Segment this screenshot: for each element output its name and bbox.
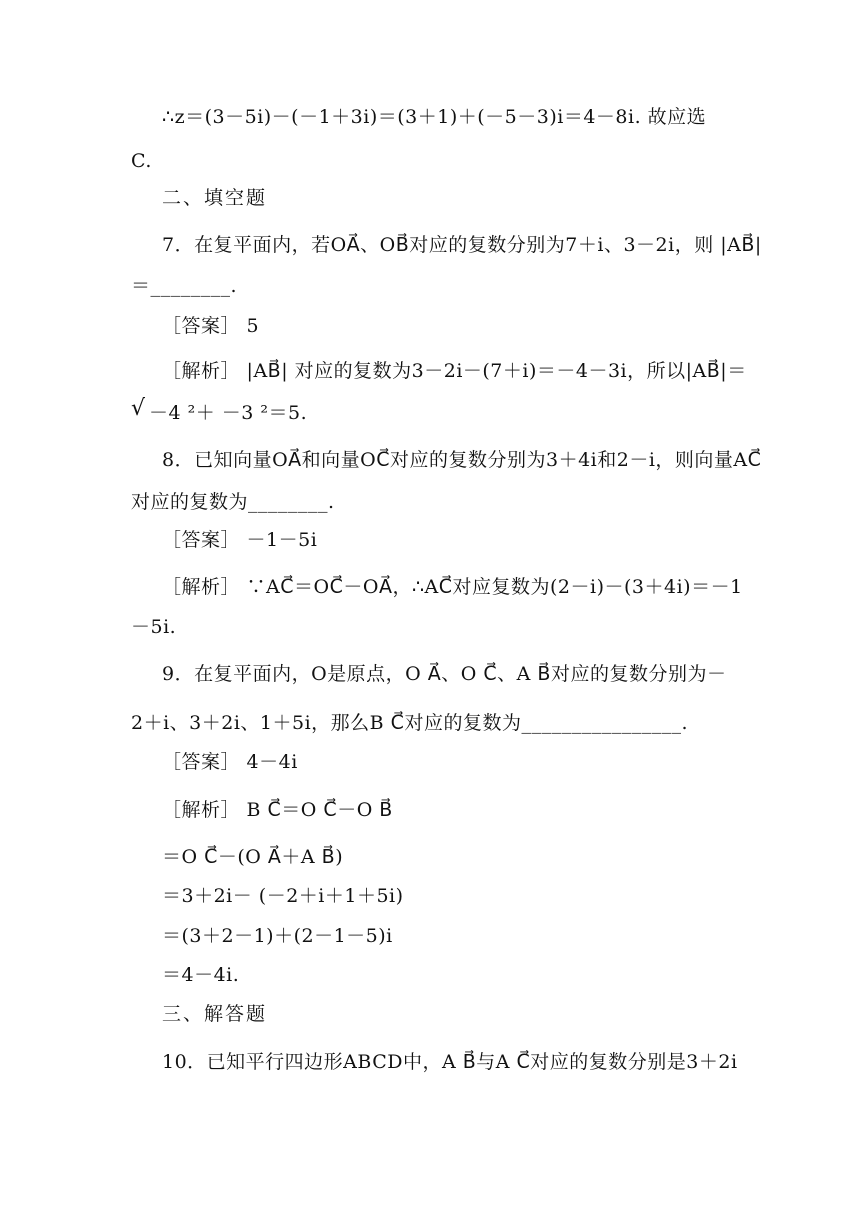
square-root-expression <box>131 396 269 426</box>
radical-sign: √ <box>131 396 146 421</box>
line-answer-choice: C. <box>131 150 152 172</box>
answer-7: ［答案］ 5 <box>162 315 260 337</box>
answer-9: ［答案］ 4－4i <box>162 751 298 773</box>
question-10-line-1: 10．已知平行四边形ABCD中，A B⃗与A C⃗对应的复数分别是3＋2i <box>162 1051 738 1073</box>
answer-8: ［答案］ －1－5i <box>162 529 318 551</box>
solution-9-line-1: ［解析］ B C⃗＝O C⃗－O B⃗ <box>162 799 393 821</box>
line-solution-continuation: ∴z＝(3－5i)－(－1＋3i)＝(3＋1)＋(－5－3)i＝4－8i. 故应选 <box>162 106 707 128</box>
solution-7-line-1: ［解析］ |AB⃗| 对应的复数为3－2i－(7＋i)＝－4－3i，所以|AB⃗|＝ <box>162 360 747 382</box>
question-9-line-2: 2＋i、3＋2i、1＋5i，那么B C⃗对应的复数为________________. <box>131 712 688 734</box>
solution-7-line-2 <box>131 396 308 426</box>
question-7-line-2: ＝________. <box>131 275 238 297</box>
solution-8-line-2: －5i. <box>131 616 177 638</box>
question-8-line-2: 对应的复数为________. <box>131 491 335 513</box>
solution-9-line-2: ＝O C⃗－(O A⃗＋A B⃗) <box>162 846 344 868</box>
question-9-line-1: 9．在复平面内，O是原点，O A⃗、O C⃗、A B⃗对应的复数分别为－ <box>162 663 727 685</box>
section-heading-fill-in: 二、填空题 <box>162 187 268 209</box>
solution-9-line-3: ＝3＋2i－ (－2＋i＋1＋5i) <box>162 885 404 907</box>
question-7-line-1: 7．在复平面内，若OA⃗、OB⃗对应的复数分别为7＋i、3－2i，则 |AB⃗| <box>162 234 762 256</box>
solution-9-line-5: ＝4－4i. <box>162 964 240 986</box>
solution-8-line-1: ［解析］ ∵AC⃗＝OC⃗－OA⃗，∴AC⃗对应复数为(2－i)－(3＋4i)＝－1 <box>162 576 743 598</box>
section-heading-solve: 三、解答题 <box>162 1003 268 1025</box>
radicand: －4 ²＋ －3 ² <box>149 402 269 424</box>
solution-9-line-4: ＝(3＋2－1)＋(2－1－5)i <box>162 925 393 947</box>
result: ＝5. <box>268 402 308 424</box>
question-8-line-1: 8．已知向量OA⃗和向量OC⃗对应的复数分别为3＋4i和2－i，则向量AC⃗ <box>162 449 762 471</box>
